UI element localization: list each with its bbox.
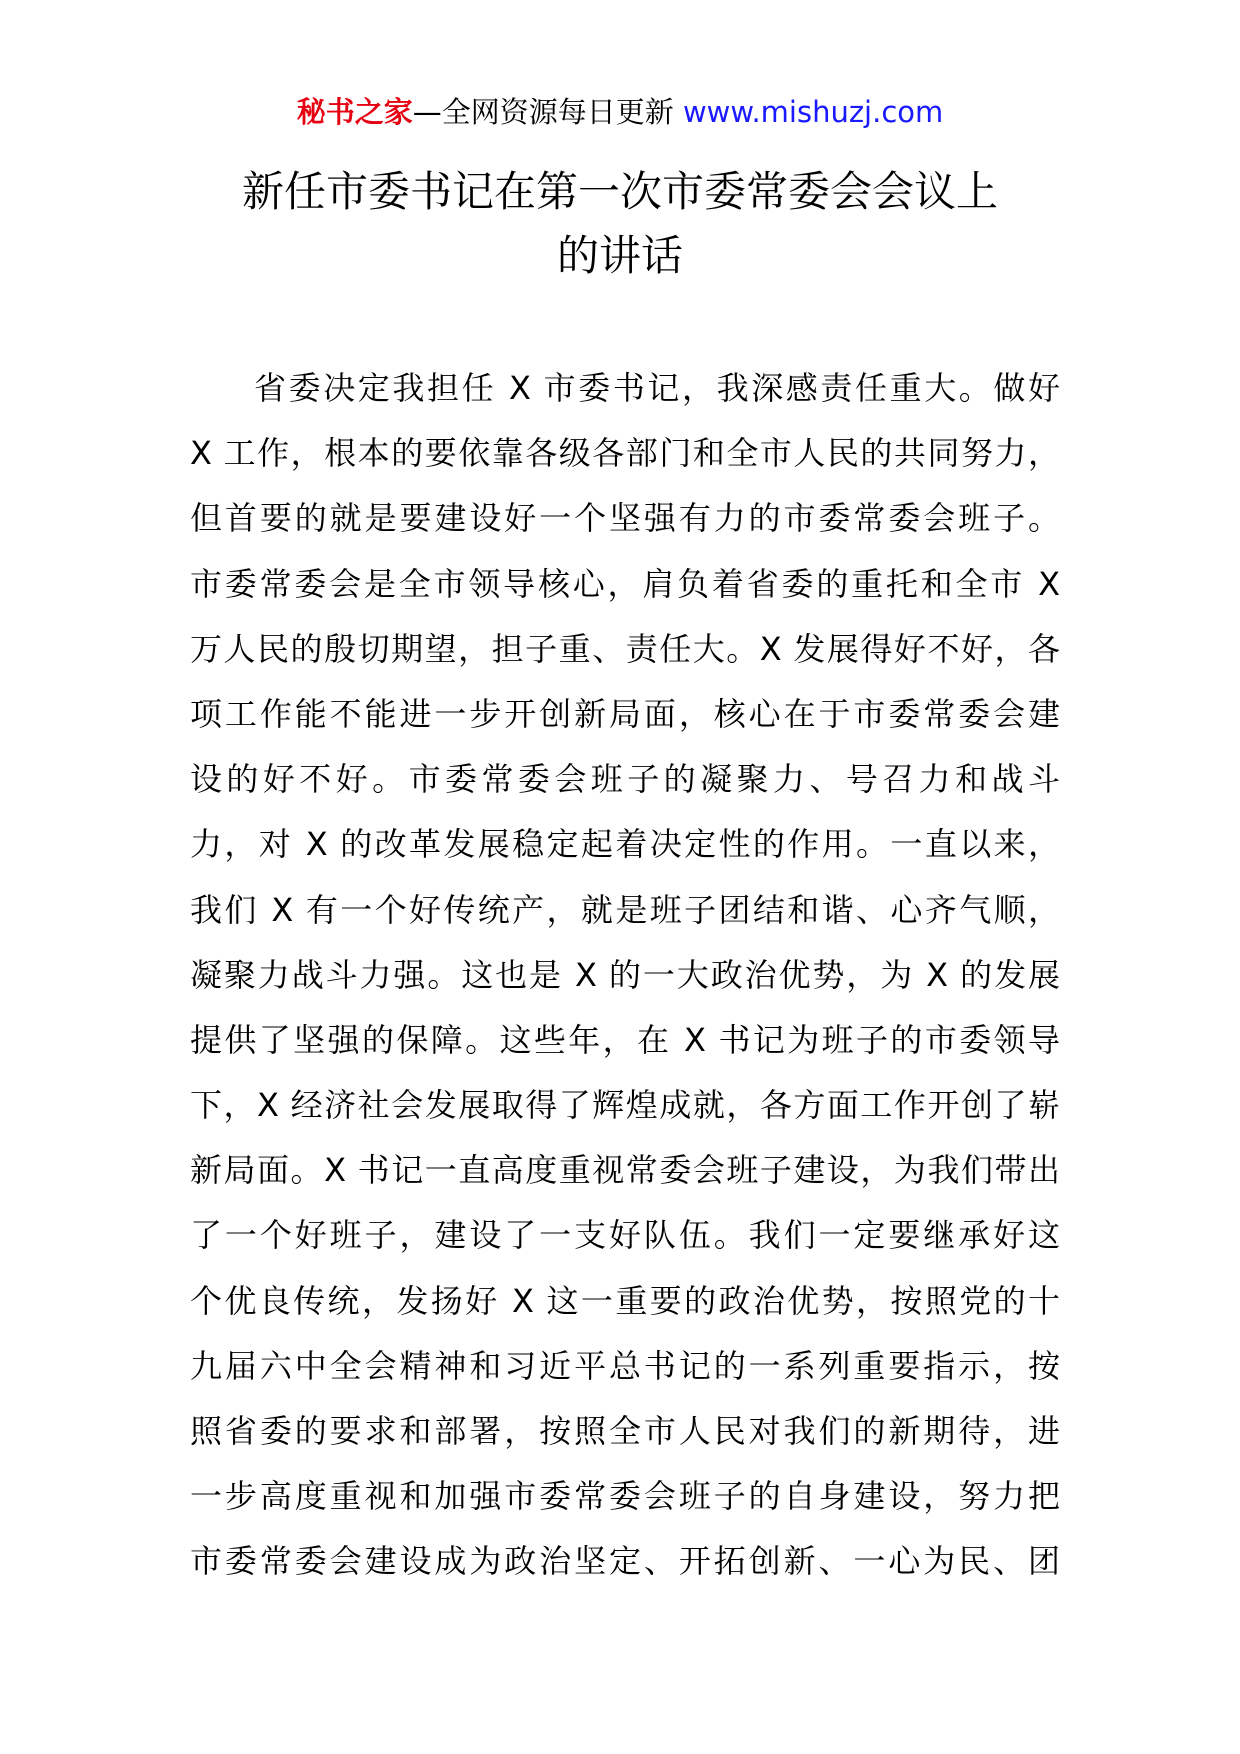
paragraph-line: 我们 X 有一个好传统产，就是班子团结和谐、心齐气顺，: [190, 890, 1060, 929]
title-line: 的讲话: [556, 231, 683, 280]
paragraph-line: 提供了坚强的保障。这些年，在 X 书记为班子的市委领导: [190, 1020, 1060, 1059]
paragraph-line: 照省委的要求和部署，按照全市人民对我们的新期待，进: [190, 1412, 1060, 1450]
paragraph-line: 万人民的殷切期望，担子重、责任大。X 发展得好不好，各: [190, 629, 1060, 668]
paragraph-line: 一步高度重视和加强市委常委会班子的自身建设，努力把: [190, 1477, 1060, 1516]
paragraph-line: 九届六中全会精神和习近平总书记的一系列重要指示，按: [190, 1346, 1060, 1385]
site-header: [0, 92, 1240, 132]
paragraph-line: 了一个好班子，建设了一支好队伍。我们一定要继承好这: [190, 1216, 1060, 1255]
paragraph-line: 下，X 经济社会发展取得了辉煌成就，各方面工作开创了崭: [190, 1086, 1060, 1125]
paragraph-line: 设的好不好。市委常委会班子的凝聚力、号召力和战斗: [190, 760, 1060, 799]
paragraph-line: 市委常委会是全市领导核心，肩负着省委的重托和全市 X: [190, 564, 1060, 603]
title-line: 新任市委书记在第一次市委常委会会议上: [241, 167, 998, 216]
paragraph-line: X 工作，根本的要依靠各级各部门和全市人民的共同努力，: [190, 434, 1060, 473]
paragraph-line: 但首要的就是要建设好一个坚强有力的市委常委会班子。: [190, 499, 1060, 538]
document-body: [190, 356, 1060, 1595]
paragraph-line: 新局面。X 书记一直高度重视常委会班子建设，为我们带出: [190, 1151, 1060, 1190]
paragraph-line: 省委决定我担任 X 市委书记，我深感责任重大。做好: [254, 369, 1060, 407]
paragraph-line: 项工作能不能进一步开创新局面，核心在于市委常委会建: [190, 694, 1060, 733]
site-tagline: —全网资源每日更新: [412, 95, 683, 129]
paragraph-line: 凝聚力战斗力强。这也是 X 的一大政治优势，为 X 的发展: [190, 955, 1060, 994]
site-url-link[interactable]: www.mishuzj.com: [682, 95, 944, 129]
paragraph-line: 市委常委会建设成为政治坚定、开拓创新、一心为民、团: [190, 1542, 1060, 1581]
document-title: [180, 160, 1060, 288]
paragraph-line: 力，对 X 的改革发展稳定起着决定性的作用。一直以来，: [190, 825, 1060, 864]
paragraph-line: 个优良传统，发扬好 X 这一重要的政治优势，按照党的十: [190, 1281, 1060, 1320]
site-brand: 秘书之家: [296, 95, 413, 129]
